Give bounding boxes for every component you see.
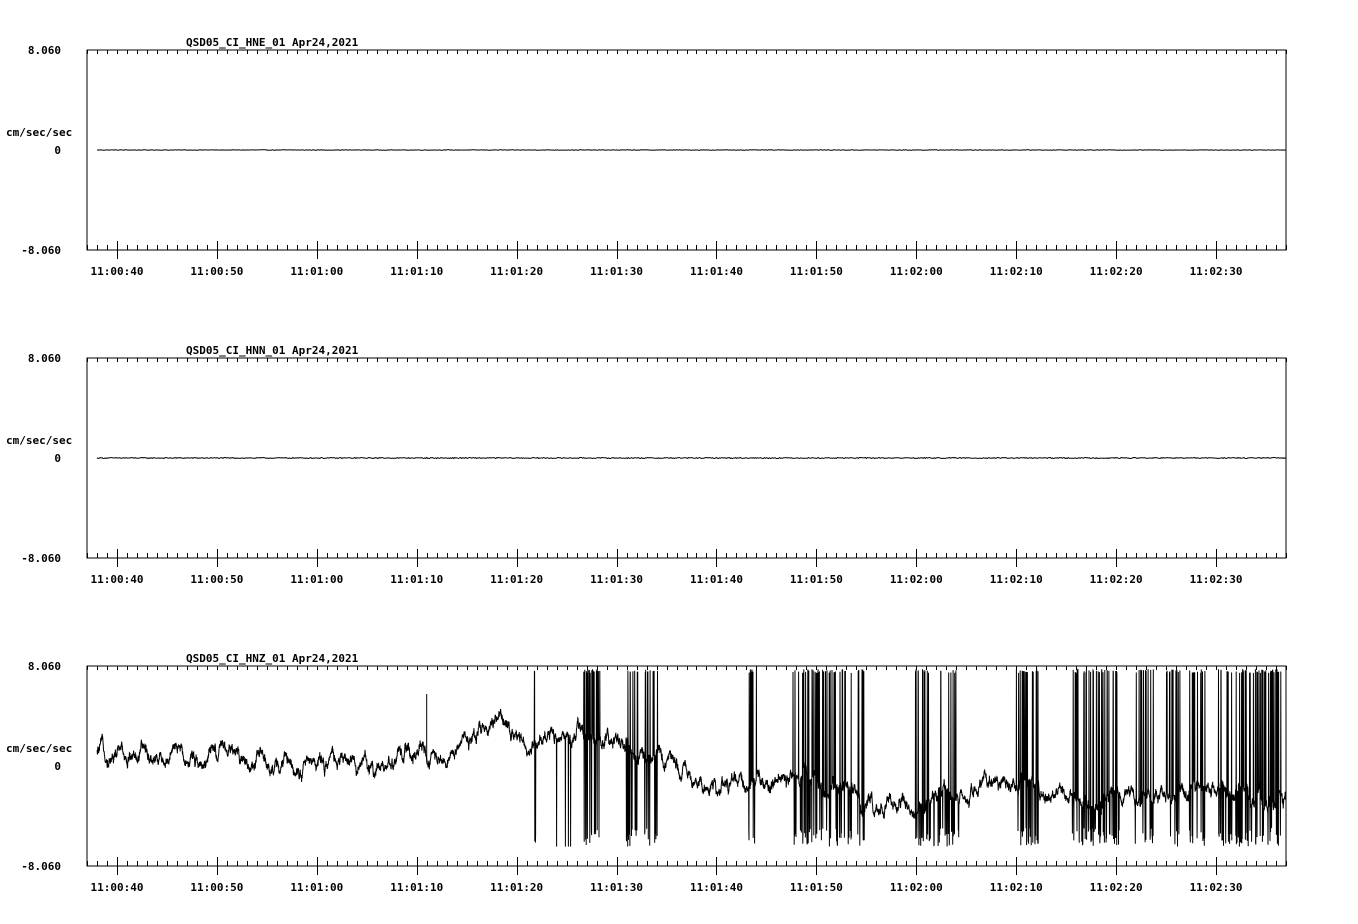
x-tick-label: 11:01:20 bbox=[490, 573, 544, 586]
y-tick-label: 8.060 bbox=[27, 44, 61, 57]
x-tick-label: 11:00:50 bbox=[190, 265, 244, 278]
x-tick-label: 11:00:40 bbox=[90, 881, 144, 894]
y-tick-label: 0 bbox=[54, 452, 61, 465]
x-tick-label: 11:02:10 bbox=[989, 573, 1043, 586]
data-trace bbox=[97, 669, 1286, 846]
x-tick-label: 11:01:40 bbox=[689, 265, 743, 278]
x-tick-label: 11:01:40 bbox=[689, 573, 743, 586]
x-tick-label: 11:00:40 bbox=[90, 265, 144, 278]
y-axis-label: cm/sec/sec bbox=[6, 126, 73, 139]
x-tick-label: 11:00:40 bbox=[90, 573, 144, 586]
y-axis-label: cm/sec/sec bbox=[6, 434, 73, 447]
x-tick-label: 11:02:30 bbox=[1189, 573, 1243, 586]
x-tick-label: 11:01:40 bbox=[689, 881, 743, 894]
chart-panel-2 bbox=[6, 344, 1287, 586]
y-tick-label: -8.060 bbox=[21, 552, 61, 565]
x-tick-label: 11:01:30 bbox=[590, 573, 644, 586]
x-tick-label: 11:01:10 bbox=[390, 265, 444, 278]
x-tick-label: 11:02:30 bbox=[1189, 265, 1243, 278]
x-tick-label: 11:02:10 bbox=[989, 265, 1043, 278]
y-tick-label: -8.060 bbox=[21, 860, 61, 873]
x-tick-label: 11:00:50 bbox=[190, 573, 244, 586]
chart-title: QSD05_CI_HNN_01 Apr24,2021 bbox=[186, 344, 359, 357]
y-tick-label: 0 bbox=[54, 760, 61, 773]
y-tick-label: 0 bbox=[54, 144, 61, 157]
x-tick-label: 11:02:10 bbox=[989, 881, 1043, 894]
x-tick-label: 11:01:10 bbox=[390, 573, 444, 586]
x-tick-label: 11:01:30 bbox=[590, 881, 644, 894]
x-tick-label: 11:01:00 bbox=[290, 573, 344, 586]
x-tick-label: 11:01:10 bbox=[390, 881, 444, 894]
x-tick-label: 11:02:20 bbox=[1089, 881, 1143, 894]
y-tick-label: -8.060 bbox=[21, 244, 61, 257]
x-tick-label: 11:01:20 bbox=[490, 881, 544, 894]
chart-title: QSD05_CI_HNE_01 Apr24,2021 bbox=[186, 36, 359, 49]
x-tick-label: 11:02:00 bbox=[889, 573, 943, 586]
x-tick-label: 11:01:00 bbox=[290, 881, 344, 894]
x-tick-label: 11:02:00 bbox=[889, 265, 943, 278]
y-axis-label: cm/sec/sec bbox=[6, 742, 73, 755]
x-tick-label: 11:01:00 bbox=[290, 265, 344, 278]
x-tick-label: 11:01:50 bbox=[789, 881, 843, 894]
y-tick-label: 8.060 bbox=[27, 660, 61, 673]
x-tick-label: 11:00:50 bbox=[190, 881, 244, 894]
x-tick-label: 11:01:50 bbox=[789, 573, 843, 586]
x-tick-label: 11:02:20 bbox=[1089, 573, 1143, 586]
x-tick-label: 11:02:30 bbox=[1189, 881, 1243, 894]
x-tick-label: 11:02:20 bbox=[1089, 265, 1143, 278]
chart-panel-1 bbox=[6, 36, 1287, 278]
chart-title: QSD05_CI_HNZ_01 Apr24,2021 bbox=[186, 652, 359, 665]
data-trace bbox=[97, 458, 1286, 459]
x-tick-label: 11:01:50 bbox=[789, 265, 843, 278]
chart-panel-3 bbox=[6, 652, 1287, 894]
x-tick-label: 11:01:20 bbox=[490, 265, 544, 278]
y-tick-label: 8.060 bbox=[27, 352, 61, 365]
x-tick-label: 11:02:00 bbox=[889, 881, 943, 894]
x-tick-label: 11:01:30 bbox=[590, 265, 644, 278]
